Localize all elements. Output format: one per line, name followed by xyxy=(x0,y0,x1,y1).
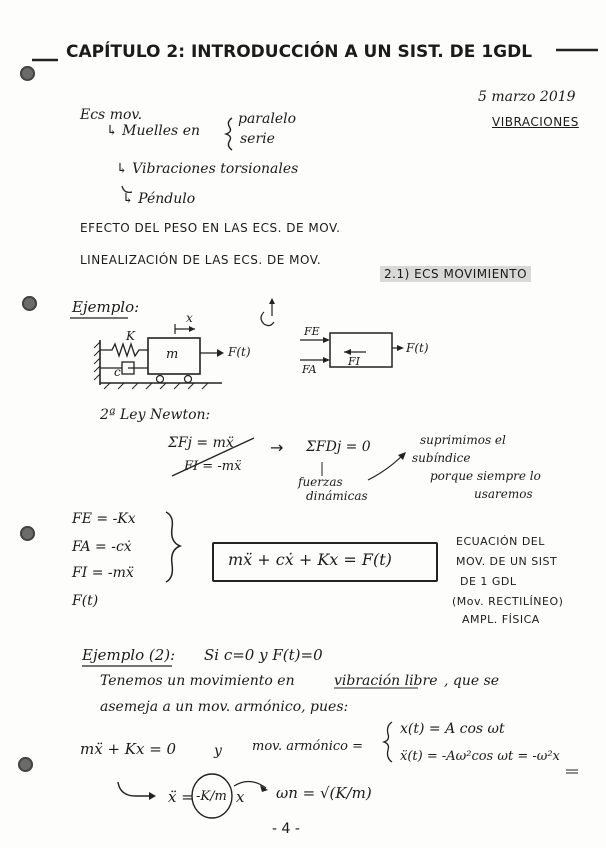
mass-label: m xyxy=(166,347,179,362)
natural-frequency: ωn = √(K/m) xyxy=(276,784,372,802)
example2-condition: Si c=0 y F(t)=0 xyxy=(204,646,323,664)
example2-xdd: ẍ(t) = -Aω²cos ωt = -ω²x xyxy=(400,749,560,764)
force-label: F(t) xyxy=(228,345,251,359)
intro-line: LINEALIZACIÓN DE LAS ECS. DE MOV. xyxy=(80,253,322,267)
note-dynamic: dinámicas xyxy=(306,489,368,503)
equation-inertia: FI = -mẍ xyxy=(184,459,242,474)
newton-label: 2ª Ley Newton: xyxy=(100,407,211,423)
main-equation: mẍ + cẋ + Kx = F(t) xyxy=(228,550,392,569)
equation-sum: ΣFj = mẍ xyxy=(168,435,234,451)
note-subscript: porque siempre lo xyxy=(430,469,541,483)
example2-result: ẍ = xyxy=(168,788,194,806)
fbd-fi-label: FI xyxy=(348,355,360,368)
intro-line: ↳ Vibraciones torsionales xyxy=(116,161,299,177)
example2-text: , que se xyxy=(444,673,500,689)
subject-label: VIBRACIONES xyxy=(492,115,579,129)
date-label: 5 marzo 2019 xyxy=(478,89,576,105)
intro-line: ↳ Péndulo xyxy=(122,191,196,207)
example2-result-tail: x xyxy=(236,788,245,806)
damper-label: c xyxy=(114,365,121,379)
equation-arrow: → xyxy=(270,438,284,457)
main-equation-note: ECUACIÓN DEL xyxy=(456,535,545,548)
note-dynamic: fuerzas xyxy=(298,475,343,489)
page-title: CAPÍTULO 2: INTRODUCCIÓN A UN SIST. DE 1GDL xyxy=(66,42,533,62)
fbd-fa-label: FA xyxy=(302,363,317,376)
intro-line: Ecs mov. xyxy=(80,107,143,123)
example2-text: asemeja a un mov. armónico, pues: xyxy=(100,699,349,715)
main-equation-note: MOV. DE UN SIST xyxy=(456,555,558,568)
main-equation-note: (Mov. RECTILÍNEO) xyxy=(452,595,564,608)
force-external: F(t) xyxy=(72,593,99,609)
example-label: Ejemplo: xyxy=(72,298,140,316)
example2-text: Tenemos un movimiento en xyxy=(100,673,295,689)
example2-equation: mẍ + Kx = 0 xyxy=(80,740,177,758)
force-elastic: FE = -Kx xyxy=(72,511,136,527)
section-heading: 2.1) ECS MOVIMIENTO xyxy=(380,266,531,282)
displacement-label: x xyxy=(186,311,193,325)
example2-harmonic: mov. armónico = xyxy=(252,739,364,754)
spring-label: K xyxy=(126,329,135,343)
fbd-fe-label: FE xyxy=(304,325,320,338)
intro-line: ↳ Muelles en xyxy=(106,123,200,139)
intro-line: EFECTO DEL PESO EN LAS ECS. DE MOV. xyxy=(80,221,341,235)
equation-dynamic-sum: ΣFDj = 0 xyxy=(306,439,371,455)
main-equation-note: AMPL. FÍSICA xyxy=(462,613,540,626)
example2-text-underlined: vibración libre xyxy=(334,673,438,689)
fbd-force-label: F(t) xyxy=(406,341,429,355)
main-equation-note: DE 1 GDL xyxy=(460,575,517,588)
page-number: - 4 - xyxy=(272,821,300,837)
note-subscript: subíndice xyxy=(412,451,471,465)
force-inertia: FI = -mẍ xyxy=(72,565,134,581)
intro-option: serie xyxy=(240,131,275,147)
note-subscript: suprimimos el xyxy=(420,433,506,447)
force-damping: FA = -cẋ xyxy=(72,539,132,555)
example2-result-fraction: -K/m xyxy=(196,789,227,804)
intro-option: paralelo xyxy=(238,111,297,127)
example2-x: x(t) = A cos ωt xyxy=(400,721,505,737)
note-subscript: usaremos xyxy=(474,487,533,501)
example2-and: y xyxy=(214,743,222,759)
example2-label: Ejemplo (2): xyxy=(82,646,176,664)
